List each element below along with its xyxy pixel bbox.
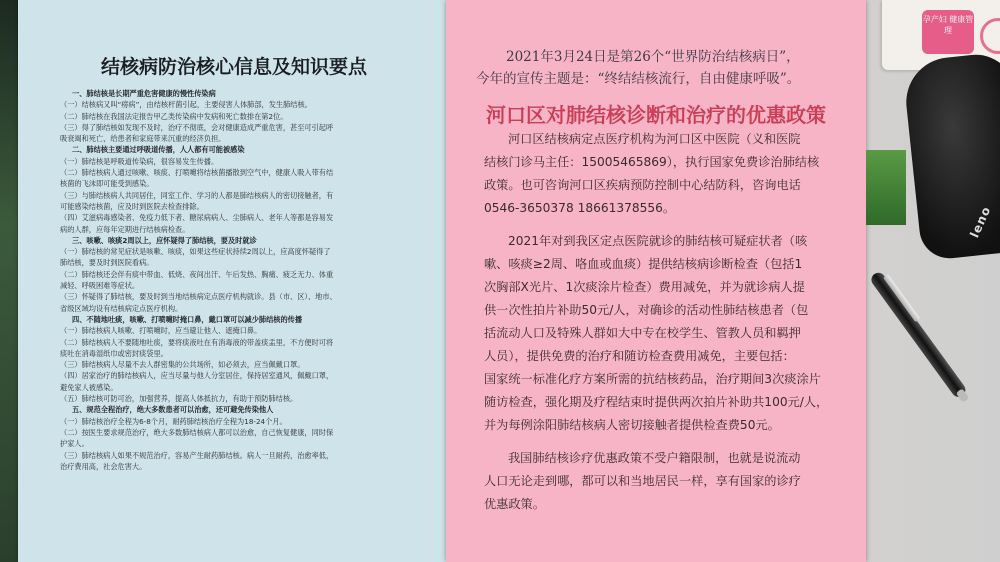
body-line: 治疗费用高，社会危害大。 <box>60 461 147 471</box>
computer-mouse <box>902 51 1000 261</box>
ring-icon <box>980 18 1000 54</box>
body-line: （二）肺结核在我国法定报告甲乙类传染病中发病和死亡数排在第2位。 <box>60 111 288 121</box>
body-line: 痰吐在消毒湿纸巾或密封痰袋里。 <box>60 348 168 358</box>
section-heading: 三、咳嗽、咳痰2周以上，应怀疑得了肺结核，要及时就诊 <box>72 235 257 245</box>
section-heading: 一、肺结核是长期严重危害健康的慢性传染病 <box>72 89 216 98</box>
body-line: （四）艾滋病毒感染者、免疫力低下者、糖尿病病人、尘肺病人、老年人等都是容易发 <box>60 213 334 223</box>
body-line: （一）肺结核的常见症状是咳嗽、咳痰，如果这些症状持续2周以上，应高度怀疑得了 <box>60 247 331 257</box>
body-line: 嗽、咳痰≥2周、咯血或血痰）提供结核病诊断检查（包括1 <box>484 257 803 271</box>
body-line: （三）得了肺结核如发现不及时，治疗不彻底，会对健康造成严重危害，甚至可引起呼 <box>60 122 334 132</box>
pen-clip <box>883 274 920 322</box>
body-line: （三）肺结核病人尽量不去人群密集的公共场所，如必须去，应当佩戴口罩。 <box>60 360 305 370</box>
blue-flyer-body <box>60 88 438 472</box>
body-line: 并为每例涂阳肺结核病人密切接触者提供检查费50元。 <box>484 418 780 432</box>
body-line: 肺结核，要及时到医院看病。 <box>60 258 154 268</box>
body-line: （一）结核病又叫“痨病”，由结核杆菌引起，主要侵害人体肺部，发生肺结核。 <box>60 100 312 110</box>
body-line: 减轻、呼吸困难等症状。 <box>60 281 140 291</box>
body-line: （三）怀疑得了肺结核，要及时到当地结核病定点医疗机构就诊。县（市、区）、地市、 <box>60 292 337 302</box>
green-book-spine <box>866 150 906 225</box>
section-heading: 五、规范全程治疗，绝大多数患者可以治愈，还可避免传染他人 <box>72 405 274 415</box>
body-line: 核菌的飞沫即可能受到感染。 <box>60 179 154 189</box>
pen <box>869 270 968 400</box>
body-line: （一）肺结核治疗全程为6-8个月，耐药肺结核治疗全程为18-24个月。 <box>60 416 287 426</box>
body-line: （一）肺结核是呼吸道传染病，很容易发生传播。 <box>60 156 219 166</box>
body-line: （二）肺结核病人通过咳嗽、咳痰、打喷嚏将结核菌播散到空气中，健康人吸入带有结 <box>60 168 334 178</box>
body-line: 括流动人口及特殊人群如大中专在校学生、管教人员和羁押 <box>484 326 801 340</box>
body-line: 优惠政策。 <box>484 497 545 511</box>
body-line: 可能感染结核菌，应及时到医院去检查排除。 <box>60 201 204 211</box>
body-line: （三）与肺结核病人共同居住，同室工作、学习的人都是肺结核病人的密切接触者，有 <box>60 190 334 200</box>
body-line: 省级区域均设有结核病定点医疗机构。 <box>60 303 183 313</box>
body-line: 吸衰竭和死亡，给患者和家庭带来沉重的经济负担。 <box>60 134 226 144</box>
pink-flyer-title: 河口区对肺结核诊断和治疗的优惠政策 <box>486 103 826 127</box>
body-line: 人口无论走到哪，都可以和当地居民一样，享有国家的诊疗 <box>484 474 801 488</box>
body-line: 国家统一标准化疗方案所需的抗结核药品，治疗期间3次痰涂片 <box>484 372 821 386</box>
section-heading: 二、肺结核主要通过呼吸道传播，人人都有可能被感染 <box>72 145 245 155</box>
blue-flyer-title: 结核病防治核心信息及知识要点 <box>100 56 367 78</box>
body-line: 结核门诊马主任：15005465869），执行国家免费诊治肺结核 <box>484 155 820 169</box>
body-line: （二）肺结核病人不要随地吐痰，要将痰液吐在有消毒液的带盖痰盂里，不方便时可将 <box>60 337 334 347</box>
body-line: 供一次性拍片补助50元/人，对确诊的活动性肺结核患者（包 <box>484 303 809 317</box>
pen-tip <box>956 388 970 402</box>
body-line: （二）按医生要求规范治疗，绝大多数肺结核病人都可以治愈，自己恢复健康，同时保 <box>60 427 334 437</box>
blue-flyer <box>18 0 450 562</box>
body-line: 次胸部X光片、1次痰涂片检查）费用减免，并为就诊病人提 <box>484 280 805 294</box>
body-line: 避免家人被感染。 <box>60 382 118 392</box>
body-line: 河口区结核病定点医疗机构为河口区中医院（义和医院 <box>508 132 801 146</box>
body-line: （二）肺结核还会伴有痰中带血、低烧、夜间出汗、午后发热、胸痛、疲乏无力、体重 <box>60 269 334 279</box>
pink-flyer-body <box>484 128 854 516</box>
section-heading: 四、不随地吐痰，咳嗽、打喷嚏时掩口鼻，戴口罩可以减少肺结核的传播 <box>72 314 303 324</box>
body-line: 护家人。 <box>60 439 89 449</box>
body-line: （三）肺结核病人如果不规范治疗，容易产生耐药肺结核。病人一旦耐药，治愈率低， <box>60 450 334 460</box>
body-line: 病的人群，应每年定期进行结核病检查。 <box>60 224 190 234</box>
body-line: 政策。也可咨询河口区疾病预防控制中心结防科，咨询电话 <box>484 178 801 192</box>
pink-flyer <box>446 0 866 562</box>
body-line: （五）肺结核可防可治，加强营养，提高人体抵抗力，有助于预防肺结核。 <box>60 394 298 404</box>
body-line: 0546-3650378 18661378556。 <box>484 201 676 215</box>
body-line: （一）肺结核病人咳嗽、打喷嚏时，应当避让他人、遮掩口鼻。 <box>60 326 262 336</box>
body-line: 随访检查，强化期及疗程结束时提供两次拍片补助共100元/人， <box>484 395 829 409</box>
paragraph-gap <box>484 220 854 230</box>
handwritten-note-line-1: 2021年3月24日是第26个“世界防治结核病日”， <box>506 49 800 65</box>
body-line: 2021年对到我区定点医院就诊的肺结核可疑症状者（咳 <box>508 234 808 248</box>
handwritten-note-line-2: 今年的宣传主题是：“终结结核流行，自由健康呼吸”。 <box>476 71 801 87</box>
paragraph-gap <box>484 437 854 447</box>
card-tag: 孕产妇 健康管理 <box>922 10 974 54</box>
mouse-brand-label: leno <box>967 204 994 240</box>
body-line: （四）居家治疗的肺结核病人，应当尽量与他人分室居住，保持居室通风，佩戴口罩， <box>60 371 334 381</box>
body-line: 人员），提供免费的治疗和随访检查费用减免，主要包括： <box>484 349 795 363</box>
body-line: 我国肺结核诊疗优惠政策不受户籍限制，也就是说流动 <box>508 451 801 465</box>
